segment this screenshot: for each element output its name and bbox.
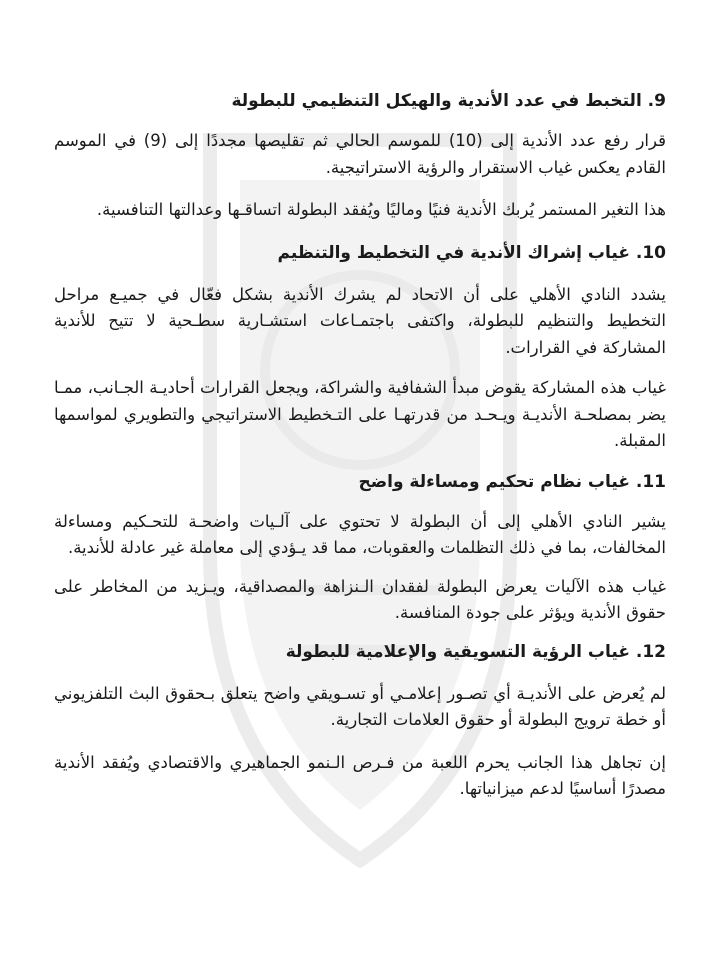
section-title: 10. غياب إشراك الأندية في التخطيط والتنظيم xyxy=(277,242,666,263)
paragraph: غياب هذه الآليات يعرض البطولة لفقدان الـنزاهة والمصداقية، ويـزيد من المخاطر على حقوق الأندية ويؤثر على جودة المنافسة. xyxy=(54,576,666,622)
section-title: 11. غياب نظام تحكيم ومساءلة واضح xyxy=(358,471,666,492)
section-title: 9. التخبط في عدد الأندية والهيكل التنظيمي للبطولة xyxy=(231,91,666,111)
paragraph: يشدد النادي الأهلي على أن الاتحاد لم يشرك الأندية بشكل فعّال في جميـع مراحل التخطيط والتنظيم للبطولة، واكتفى باجتمـاعات استشـارية سطـحية لا تتيح للأندية المشاركة في القرارات. xyxy=(54,284,666,357)
section-9 xyxy=(54,88,666,224)
document-body xyxy=(54,88,666,819)
section-12 xyxy=(54,639,666,803)
section-title: 12. غياب الرؤية التسويقية والإعلامية للبطولة xyxy=(285,641,666,662)
paragraph: غياب هذه المشاركة يقوض مبدأ الشفافية والشراكة، ويجعل القرارات أحاديـة الجـانب، ممـا يضر بمصلحـة الأنديـة ويـحـد من قدرتهـا على التـخطيط الاستراتيجي والتطويري لمواسمها المقبلة. xyxy=(54,378,666,450)
paragraph: يشير النادي الأهلي إلى أن البطولة لا تحتوي على آلـيات واضحـة للتحـكيم ومساءلة المخالفات، بما في ذلك التظلمات والعقوبات، مما قد يـؤدي إلى معاملة غير عادلة للأندية. xyxy=(54,511,666,557)
paragraph: لم يُعرض على الأنديـة أي تصـور إعلامـي أو تسـويقي واضح يتعلق بـحقوق البث التلفزيوني أو خطة ترويج البطولة أو حقوق العلامات التجارية. xyxy=(54,683,666,729)
paragraph: إن تجاهل هذا الجانب يحرم اللعبة من فـرص الـنمو الجماهيري والاقتصادي ويُفقد الأندية مصدرًا أساسيًا لدعم ميزانياتها. xyxy=(54,752,666,798)
paragraph: قرار رفع عدد الأندية إلى (10) للموسم الحالي ثم تقليصها مجددًا إلى (9) في الموسم القادم يعكس غياب الاستقرار والرؤية الاستراتيجية. xyxy=(54,131,667,177)
section-10 xyxy=(54,240,666,455)
paragraph: هذا التغير المستمر يُربك الأندية فنيًا وماليًا ويُفقد البطولة اتساقـها وعدالتها التنافسية. xyxy=(96,200,666,219)
section-11 xyxy=(54,469,666,627)
